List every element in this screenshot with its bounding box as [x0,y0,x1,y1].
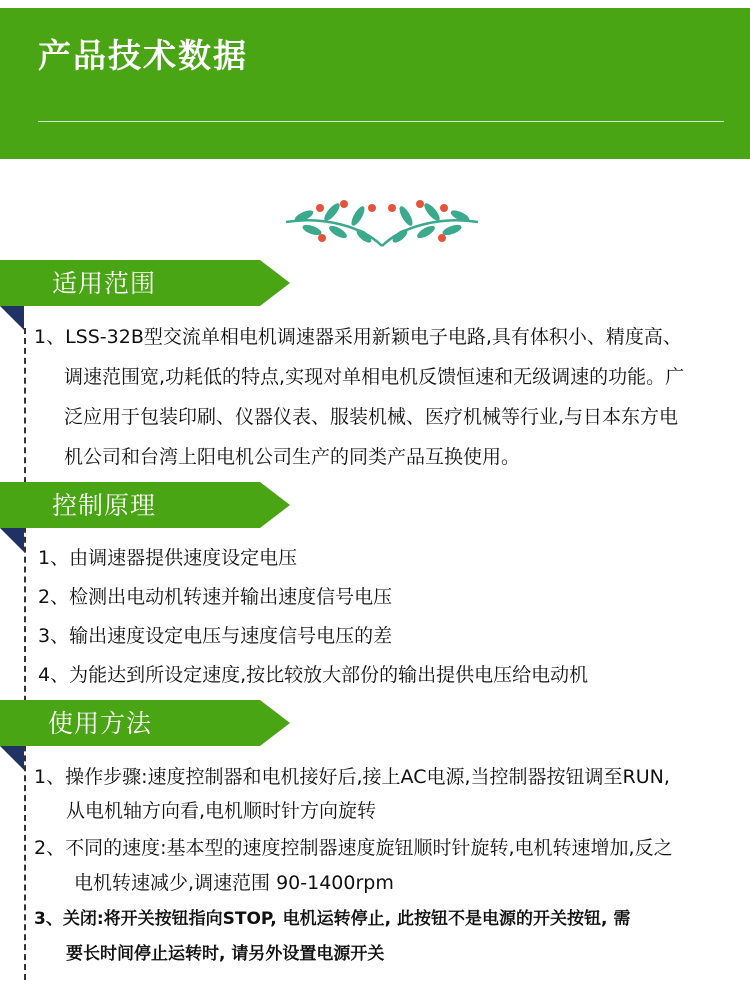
section-title: 使用方法 [48,709,153,738]
text-line: 机公司和台湾上阳电机公司生产的同类产品互换使用。 [64,446,521,468]
section-tab-usage [0,700,290,746]
dashed-guide-line [24,328,26,980]
text-line: 从电机轴方向看,电机顺时针方向旋转 [66,800,377,822]
page-title: 产品技术数据 [38,36,248,75]
section-title: 控制原理 [52,491,157,520]
section-tab-scope [0,260,290,306]
section-title: 适用范围 [52,269,157,298]
text-line: 2、不同的速度:基本型的速度控制器速度旋钮顺时针旋转,电机转速增加,反之 [34,837,673,859]
tab-arrow [260,700,290,746]
tab-arrow [260,260,290,306]
tab-fold [0,306,24,330]
text-line: 要长时间停止运转时, 请另外设置电源开关 [66,944,385,964]
tab-fold [0,746,24,770]
text-line: 3、关闭:将开关按钮指向STOP, 电机运转停止, 此按钮不是电源的开关按钮, 需 [34,909,631,929]
section-tab-principle [0,482,290,528]
header-divider [38,121,724,122]
text-line: 1、由调速器提供速度设定电压 [38,547,298,569]
text-line: 1、操作步骤:速度控制器和电机接好后,接上AC电源,当控制器按钮调至RUN, [34,766,670,788]
tab-arrow [260,482,290,528]
text-line: 2、检测出电动机转速并输出速度信号电压 [38,586,393,608]
text-line: 4、为能达到所设定速度,按比较放大部份的输出提供电压给电动机 [38,664,589,686]
text-line: 泛应用于包装印刷、仪器仪表、服装机械、医疗机械等行业,与日本东方电 [64,406,679,428]
text-line: 3、输出速度设定电压与速度信号电压的差 [38,625,393,647]
floral-divider-icon [282,196,482,256]
header-banner [0,8,750,159]
text-line: 1、LSS-32B型交流单相电机调速器采用新颖电子电路,具有体积小、精度高、 [34,326,682,348]
text-line: 调速范围宽,功耗低的特点,实现对单相电机反馈恒速和无级调速的功能。广 [64,366,685,388]
text-line: 电机转速减少,调速范围 90-1400rpm [74,872,394,894]
tab-fold [0,528,24,552]
